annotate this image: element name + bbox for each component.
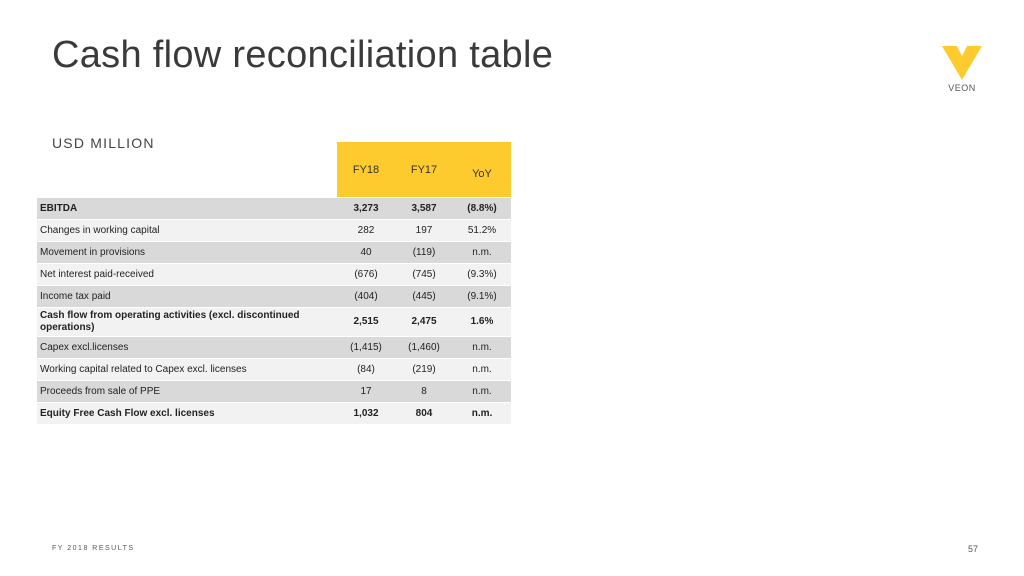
logo-text: VEON <box>948 83 976 93</box>
table-row <box>37 337 511 358</box>
row-label: Net interest paid-received <box>37 264 337 285</box>
cell-fy17: 8 <box>395 381 453 402</box>
header-blank-cell <box>37 142 337 197</box>
cell-fy18: 40 <box>337 242 395 263</box>
row-label: Capex excl.licenses <box>37 337 337 358</box>
cell-fy17: (119) <box>395 242 453 263</box>
table-row <box>37 381 511 402</box>
cell-fy18: 1,032 <box>337 403 395 424</box>
cell-yoy: n.m. <box>453 359 511 380</box>
cell-yoy: n.m. <box>453 403 511 424</box>
cell-yoy: n.m. <box>453 381 511 402</box>
table-row <box>37 359 511 380</box>
table-header-row <box>37 142 511 197</box>
cell-fy18: (84) <box>337 359 395 380</box>
table-row <box>37 286 511 307</box>
cell-fy17: 804 <box>395 403 453 424</box>
row-label: Equity Free Cash Flow excl. licenses <box>37 403 337 424</box>
cell-fy18: 282 <box>337 220 395 241</box>
veon-v-icon <box>938 46 986 82</box>
row-label: EBITDA <box>37 198 337 219</box>
table-row-operating-cash-flow <box>37 308 511 336</box>
units-label: USD MILLION <box>52 135 155 151</box>
cash-flow-table <box>37 141 511 425</box>
header-fy18: FY18 <box>337 142 395 197</box>
footer-label: FY 2018 RESULTS <box>52 545 135 552</box>
cell-fy17: (219) <box>395 359 453 380</box>
header-yoy: YoY <box>453 142 511 197</box>
cell-fy18: 2,515 <box>337 308 395 336</box>
cell-fy18: 3,273 <box>337 198 395 219</box>
row-label: Working capital related to Capex excl. licenses <box>37 359 337 380</box>
table-row-ebitda <box>37 198 511 219</box>
veon-logo <box>938 46 986 94</box>
row-label: Income tax paid <box>37 286 337 307</box>
table-row-equity-free-cash-flow <box>37 403 511 424</box>
row-label: Changes in working capital <box>37 220 337 241</box>
cell-fy18: 17 <box>337 381 395 402</box>
page-number: 57 <box>967 544 978 554</box>
cell-fy18: (404) <box>337 286 395 307</box>
row-label: Cash flow from operating activities (excl. discontinued operations) <box>37 308 337 336</box>
row-label: Movement in provisions <box>37 242 337 263</box>
table-row <box>37 242 511 263</box>
cell-yoy: (8.8%) <box>453 198 511 219</box>
cell-fy17: (745) <box>395 264 453 285</box>
cell-fy17: 2,475 <box>395 308 453 336</box>
cell-yoy: 1.6% <box>453 308 511 336</box>
row-label: Proceeds from sale of PPE <box>37 381 337 402</box>
cell-yoy: n.m. <box>453 337 511 358</box>
cell-fy17: 3,587 <box>395 198 453 219</box>
cell-fy18: (1,415) <box>337 337 395 358</box>
cell-yoy: 51.2% <box>453 220 511 241</box>
table-row <box>37 264 511 285</box>
cell-fy17: (1,460) <box>395 337 453 358</box>
cell-fy17: (445) <box>395 286 453 307</box>
header-fy17: FY17 <box>395 142 453 197</box>
table-row <box>37 220 511 241</box>
cell-yoy: n.m. <box>453 242 511 263</box>
slide-title: Cash flow reconciliation table <box>52 34 554 76</box>
cell-fy18: (676) <box>337 264 395 285</box>
cell-yoy: (9.3%) <box>453 264 511 285</box>
cell-fy17: 197 <box>395 220 453 241</box>
cell-yoy: (9.1%) <box>453 286 511 307</box>
